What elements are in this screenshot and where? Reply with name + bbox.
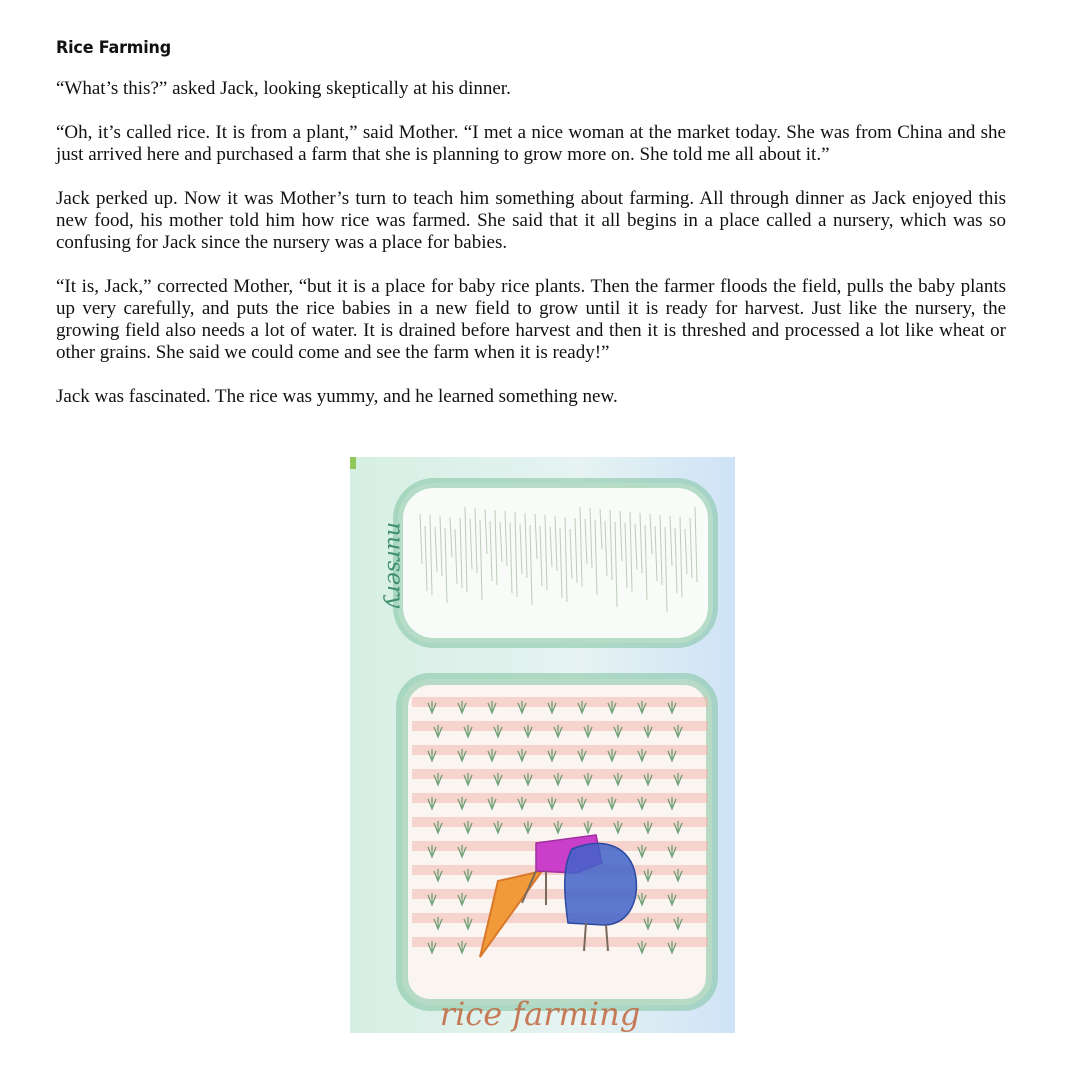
paper-corner	[350, 457, 356, 469]
paragraph-4: “It is, Jack,” corrected Mother, “but it is a place for baby rice plants. Then the farmer floods the field, pulls the baby plants up very carefully, and puts the rice babies in a new field to grow until it is ready for harvest. Just like the nursery, the growing field also needs a lot of water. It is drained before harvest and then it is threshed and processed a lot like wheat or other grains. She said we could come and see the farm when it is ready!”	[56, 276, 1006, 363]
paragraph-2: “Oh, it’s called rice. It is from a plant,” said Mother. “I met a nice woman at the market today. She was from China and she just arrived here and purchased a farm that she is planning to grow more on. She told me all about it.”	[56, 122, 1006, 165]
nursery-label: nursery	[382, 521, 407, 609]
document-page	[56, 38, 1006, 430]
drawing-canvas	[350, 457, 735, 1033]
paragraph-5: Jack was fascinated. The rice was yummy, and he learned something new.	[56, 386, 618, 407]
paragraph-1: “What’s this?” asked Jack, looking skeptically at his dinner.	[56, 78, 511, 99]
rice-farming-drawing	[350, 457, 735, 1033]
page-title: Rice Farming	[56, 38, 171, 58]
farmer-skirt	[565, 843, 637, 925]
rice-farming-label: rice farming	[439, 995, 641, 1033]
paragraph-3: Jack perked up. Now it was Mother’s turn to teach him something about farming. All through dinner as Jack enjoyed this new food, his mother told him how rice was farmed. She said that it all begins in a place called a nursery, which was so confusing for Jack since the nursery was a place for babies.	[56, 188, 1006, 253]
